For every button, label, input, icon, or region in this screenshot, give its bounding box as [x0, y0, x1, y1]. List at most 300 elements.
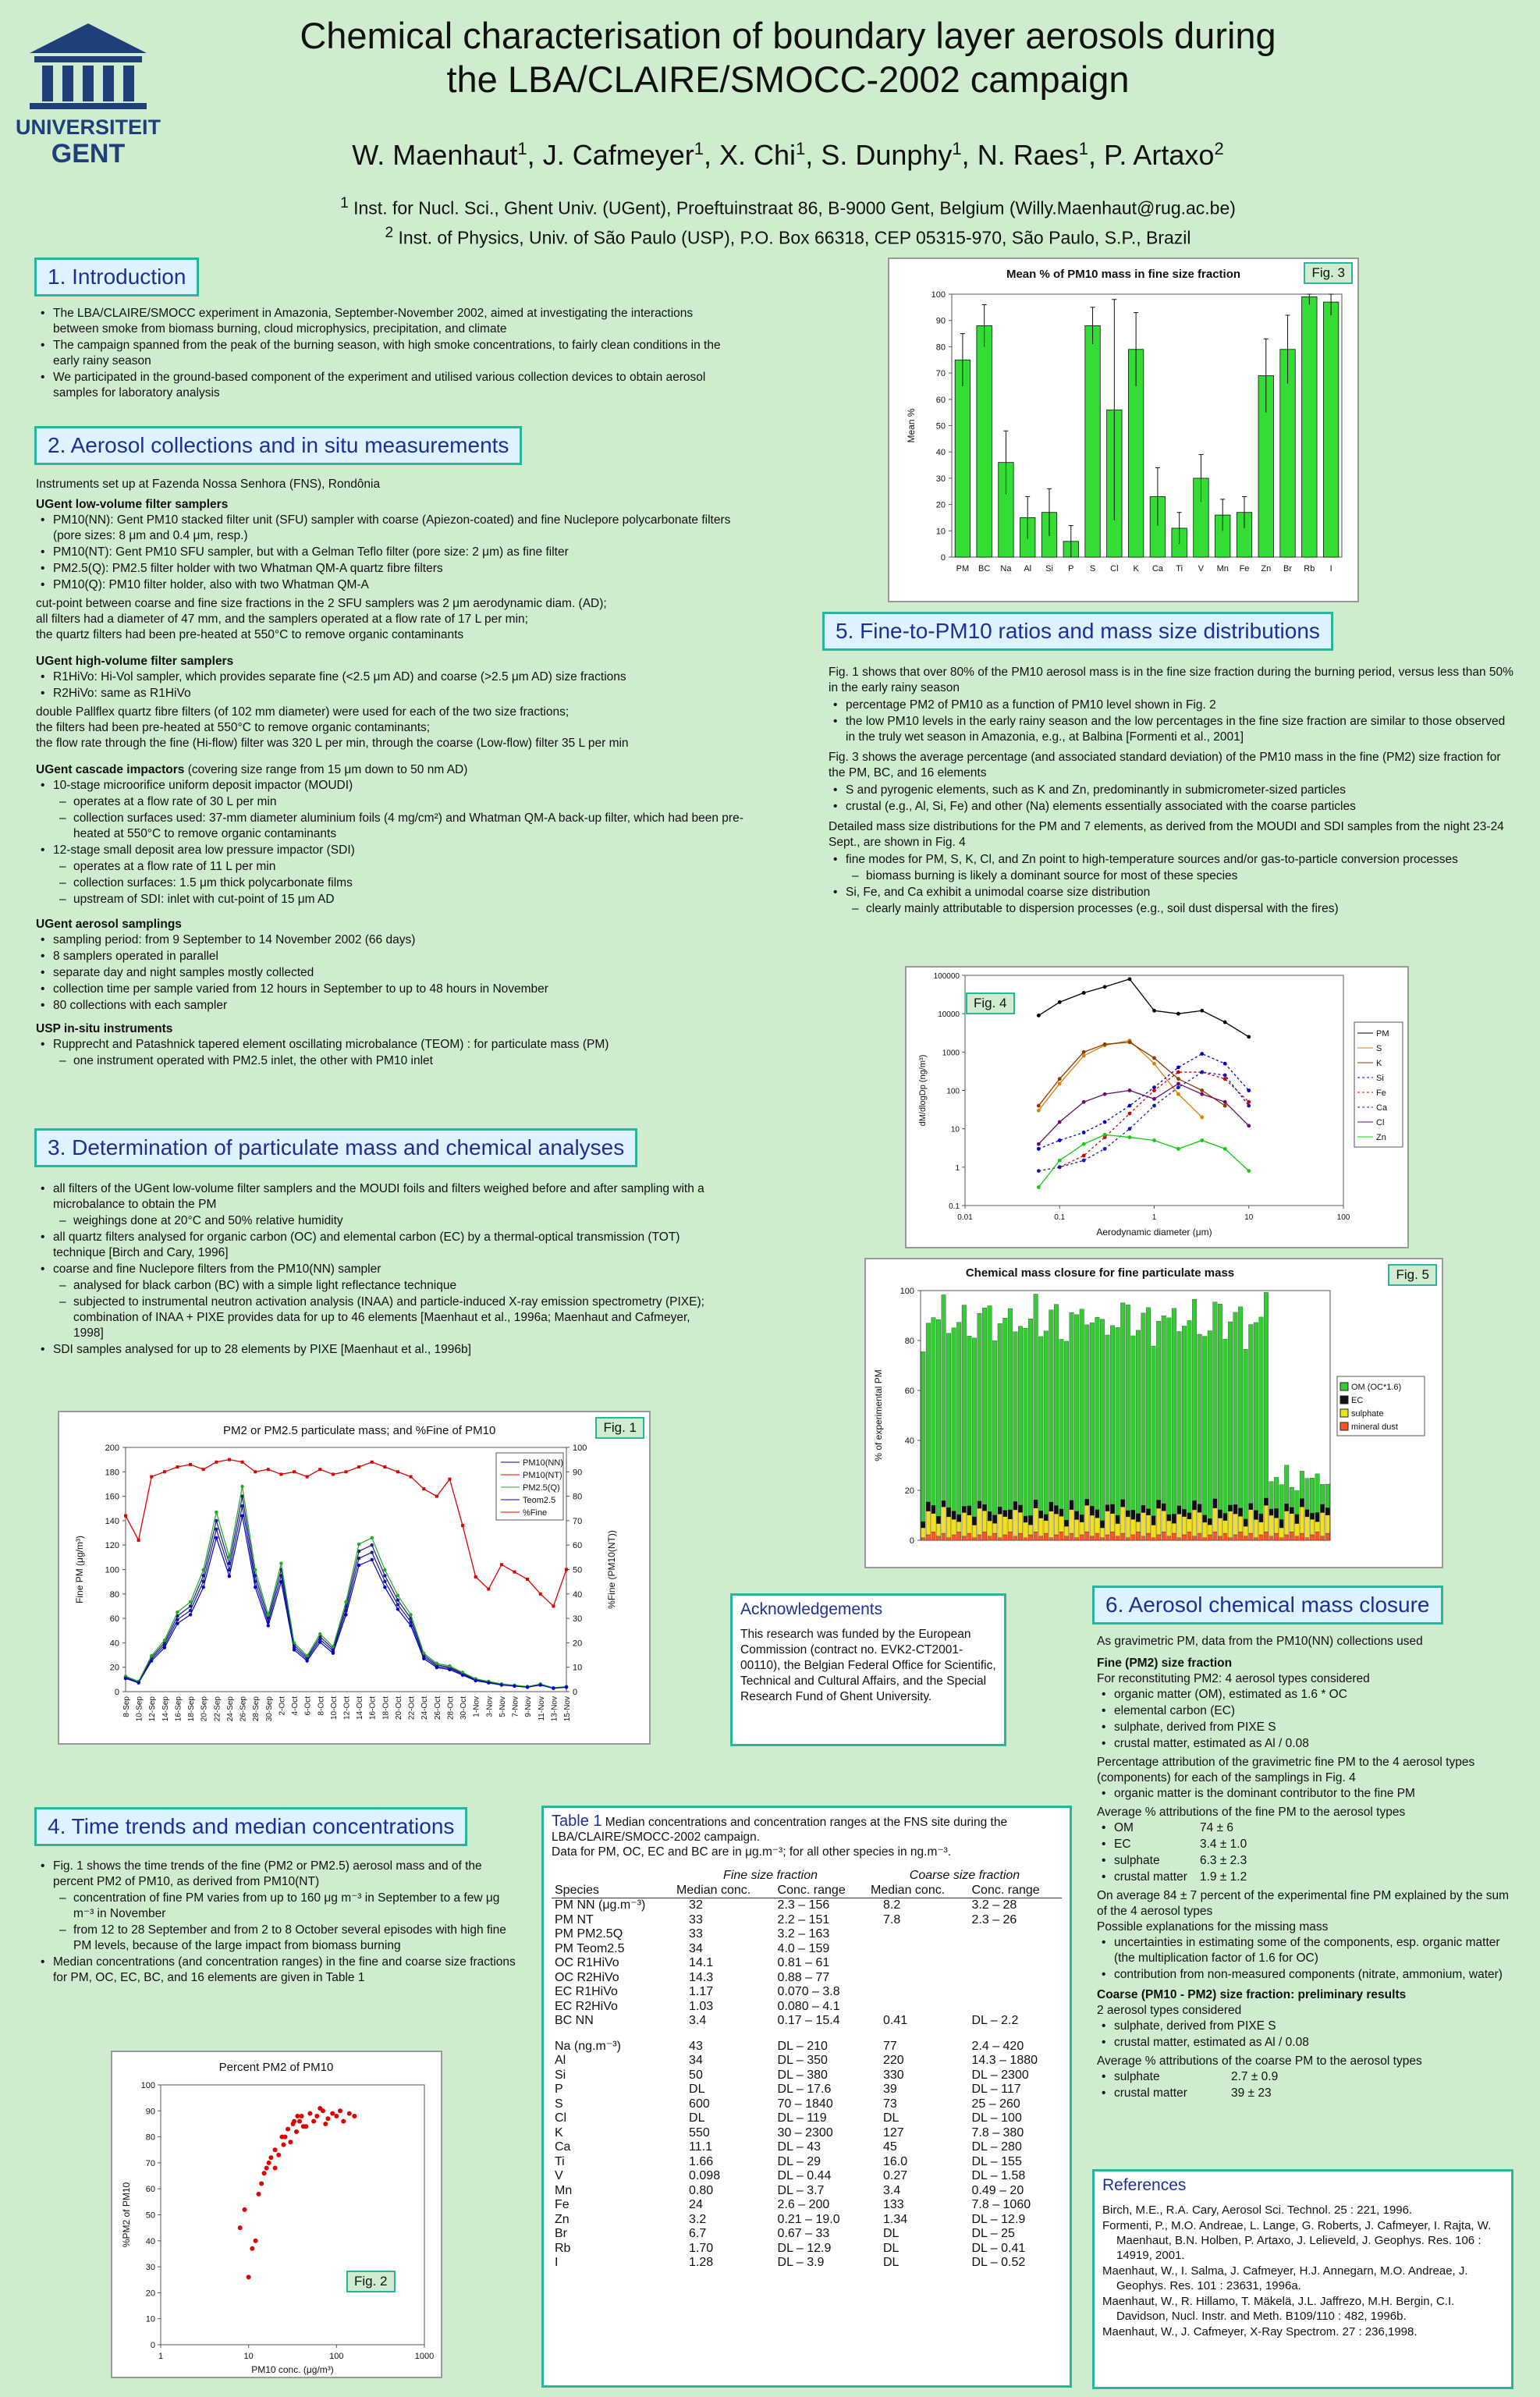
bar-segment: [1131, 1510, 1136, 1519]
table-cell: DL – 2300: [971, 2068, 1029, 2082]
table-1-caption: [552, 1814, 1062, 1859]
bar-segment: [921, 1528, 926, 1538]
bar-segment: [962, 1506, 967, 1512]
bar-segment: [1024, 1522, 1028, 1538]
bar-segment: [1202, 1337, 1207, 1515]
bar-segment: [1146, 1509, 1151, 1515]
data-point: [137, 1539, 140, 1542]
bar-segment: [1290, 1514, 1294, 1532]
section-3-heading: 3. Determination of particulate mass and chemical analyses: [34, 1128, 637, 1167]
chart-title: Mean % of PM10 mass in fine size fraction: [1006, 268, 1241, 281]
legend-label: %Fine: [523, 1508, 548, 1518]
list-item: • crustal matter 39 ± 23: [1097, 2086, 1518, 2101]
sec6-l5: Possible explanations for the missing mass: [1097, 1920, 1329, 1934]
author-affil-num: 1: [1078, 139, 1088, 158]
data-point: [1247, 1088, 1251, 1092]
table-col-header: Median conc.: [676, 1883, 751, 1897]
bar-segment: [1141, 1512, 1146, 1536]
bar-segment: [992, 1523, 997, 1533]
table-cell: 34: [689, 1941, 703, 1955]
bar-segment: [1259, 1535, 1264, 1540]
title-line1: Chemical characterisation of boundary layer aerosols during: [300, 15, 1276, 56]
ugent-logo: [14, 20, 162, 176]
bar-segment: [1284, 1465, 1289, 1504]
data-point: [396, 1470, 399, 1473]
table-row: [552, 2227, 1062, 2242]
bar-segment: [1074, 1315, 1079, 1511]
author-affil-num: 2: [1214, 139, 1224, 158]
table-cell: [868, 2000, 969, 2015]
bar-segment: [1049, 1538, 1054, 1540]
list-item: • PM10(NT): Gent PM10 SFU sampler, but with a Gelman Teflo filter (pore size: 2 μm) as fine filter: [36, 545, 761, 560]
legend-label: Cl: [1376, 1118, 1385, 1127]
x-tick-label: 8-Oct: [317, 1696, 326, 1716]
list-item: – one instrument operated with PM2.5 inlet, the other with PM10 inlet: [36, 1053, 761, 1069]
table-cell: 14.3 – 1880: [971, 2054, 1038, 2067]
x-tick-label: V: [1198, 564, 1205, 574]
data-point: [396, 1594, 399, 1597]
bar-segment: [992, 1533, 997, 1540]
list-item: • crustal matter, estimated as Al / 0.08: [1097, 1736, 1518, 1752]
bar-segment: [1085, 1505, 1090, 1532]
table-cell: 1.70: [689, 2241, 714, 2255]
bar-segment: [1018, 1505, 1023, 1512]
list-item: • Rupprecht and Patashnick tapered element oscillating microbalance (TEOM) : for particulate mass (PM): [36, 1037, 761, 1053]
y-tick-label: 20: [935, 500, 946, 510]
bar-segment: [1126, 1538, 1130, 1540]
table-cell: 24: [689, 2198, 703, 2211]
table-cell: 33: [689, 1912, 703, 1926]
bar-segment: [1028, 1319, 1033, 1515]
table-cell: 1.34: [883, 2212, 908, 2226]
data-point: [318, 1468, 321, 1471]
legend-label: S: [1376, 1044, 1382, 1053]
x-tick-label: 12-Oct: [342, 1696, 352, 1721]
table-cell: 11.1: [689, 2140, 712, 2154]
sec6-c1: 2 aerosol types considered: [1097, 2004, 1242, 2017]
lv-text-2: all filters had a diameter of 47 mm, and the samplers operated at a flow rate of 17 L per min;: [36, 613, 528, 626]
data-point: [1128, 1040, 1132, 1044]
data-point: [1082, 1131, 1086, 1135]
bar-segment: [1192, 1536, 1197, 1540]
data-point: [1152, 1009, 1156, 1013]
bar-segment: [1074, 1519, 1079, 1537]
list-item: • We participated in the ground-based component of the experiment and utilised various collection devices to obtain aerosol samples for laboratory analysis: [36, 370, 738, 401]
author-name: W. Maenhaut: [352, 139, 518, 171]
list-item: • crustal matter 1.9 ± 1.2: [1097, 1870, 1518, 1885]
data-point: [228, 1458, 231, 1461]
table-row: [552, 1927, 1062, 1942]
x-tick-label: 2-Oct: [278, 1696, 287, 1716]
data-point: [1082, 1159, 1086, 1163]
list-item: • 10-stage microorifice uniform deposit impactor (MOUDI): [36, 778, 761, 794]
bar-segment: [1120, 1303, 1125, 1500]
data-point: [332, 1645, 335, 1648]
bar-segment: [967, 1336, 972, 1506]
bar-segment: [956, 1522, 961, 1532]
data-point: [150, 1475, 153, 1479]
bar-segment: [1054, 1535, 1059, 1540]
x-tick-label: Ca: [1151, 564, 1163, 574]
bar-segment: [931, 1514, 936, 1532]
list-item: • crustal (e.g., Al, Si, Fe) and other (Na) elements essentially associated with the coarse particles: [829, 799, 1513, 815]
data-point: [347, 2111, 352, 2116]
table-row: [552, 1985, 1062, 2000]
data-point: [1058, 1159, 1062, 1163]
bar-segment: [1105, 1511, 1110, 1535]
author-affil-num: 1: [796, 139, 806, 158]
bar-segment: [1315, 1474, 1320, 1513]
bar-segment: [1198, 1334, 1202, 1504]
table-row: [552, 1971, 1062, 1986]
data-point: [435, 1662, 438, 1665]
table-cell: 2.4 – 420: [971, 2039, 1024, 2053]
table-cell: 550: [689, 2125, 710, 2140]
table-cell: DL – 3.7: [777, 2183, 825, 2197]
bar-segment: [956, 1532, 961, 1540]
bar-segment: [992, 1341, 997, 1515]
data-point: [306, 1475, 309, 1479]
bar-segment: [1080, 1515, 1084, 1522]
bar-segment: [1167, 1521, 1172, 1536]
bar-segment: [942, 1500, 946, 1507]
bar-segment: [1172, 1533, 1176, 1540]
bar-segment: [1141, 1313, 1146, 1505]
data-point: [243, 2207, 247, 2212]
bar-segment: [1172, 1514, 1176, 1523]
table-cell: 50: [689, 2068, 703, 2082]
bar-segment: [1172, 1309, 1176, 1515]
table-cell: PM PM2.5Q: [555, 1927, 623, 1941]
reference-item: Formenti, P., M.O. Andreae, L. Lange, G. Roberts, J. Cafmeyer, I. Rajta, W. Maenhaut, B.N. Holben, P. Artaxo, J. Lelieveld, J. Geophys. Res. 106 : 14919, 2001.: [1102, 2219, 1492, 2262]
table-1-caption-2: Data for PM, OC, EC and BC are in μg.m⁻³; for all other species in ng.m⁻³.: [552, 1845, 951, 1859]
bar-segment: [1213, 1532, 1218, 1540]
table-cell: DL – 12.9: [971, 2212, 1026, 2226]
data-point: [330, 2111, 335, 2116]
bar-segment: [1182, 1509, 1187, 1516]
author-affil-num: 1: [694, 139, 704, 158]
bar-segment: [1070, 1533, 1074, 1540]
table-cell: 4.0 – 159: [777, 1941, 830, 1955]
bar-segment: [1095, 1510, 1100, 1518]
bar-segment: [1213, 1499, 1218, 1508]
ci-heading: UGent cascade impactors: [36, 763, 185, 776]
data-point: [279, 1561, 282, 1564]
bar-segment: [1198, 1512, 1202, 1533]
legend-swatch: [1340, 1409, 1348, 1417]
table-cell: 3.4: [689, 2014, 707, 2027]
bar-segment: [1187, 1513, 1192, 1519]
bar-segment: [926, 1535, 931, 1540]
figure-5: [864, 1258, 1443, 1568]
data-point: [1037, 1109, 1041, 1113]
fig2-chart: [112, 2052, 441, 2377]
table-cell: 34: [689, 2054, 703, 2067]
affiliations: [179, 191, 1396, 250]
data-point: [1082, 1154, 1086, 1158]
y-tick-label: 60: [145, 2185, 155, 2195]
bar-segment: [1034, 1500, 1038, 1508]
data-point: [297, 2119, 302, 2124]
bar-segment: [988, 1306, 992, 1512]
data-point: [282, 2135, 287, 2140]
data-point: [137, 1681, 140, 1685]
y2-tick-label: 50: [573, 1565, 583, 1575]
bar-segment: [1284, 1535, 1289, 1540]
bar-segment: [1202, 1515, 1207, 1522]
bar-segment: [1090, 1536, 1095, 1540]
y-tick-label: 0: [909, 1536, 914, 1546]
table-cell: 127: [883, 2125, 904, 2140]
x-tick-label: Al: [1024, 564, 1032, 574]
list-item: • Fig. 1 shows the time trends of the fine (PM2 or PM2.5) aerosol mass and of the percent PM2 of PM10, as derived from PM10(NT): [36, 1859, 520, 1890]
data-point: [334, 2114, 339, 2118]
bar-segment: [972, 1525, 977, 1537]
list-item: – upstream of SDI: inlet with cut-point of 15 μm AD: [36, 892, 761, 907]
figure-2: [111, 2051, 442, 2378]
data-point: [1200, 1138, 1204, 1142]
x-tick-label: 30-Sep: [264, 1696, 274, 1722]
y2-axis-label: %Fine (PM10(NT)): [606, 1530, 617, 1609]
table-row: [552, 1942, 1062, 1957]
x-tick-label: 7-Nov: [511, 1696, 520, 1717]
bar-segment: [972, 1538, 977, 1540]
data-point: [1058, 1081, 1062, 1085]
bar-segment: [936, 1319, 941, 1516]
bar-segment: [1064, 1526, 1069, 1536]
section-3-body: [36, 1181, 722, 1361]
bar-segment: [1295, 1524, 1300, 1536]
figure-1: [58, 1411, 651, 1745]
data-point: [1152, 1088, 1156, 1092]
bar-segment: [1034, 1508, 1038, 1532]
data-point: [552, 1604, 555, 1607]
bar-segment: [1156, 1535, 1161, 1540]
fig5-chart: [866, 1259, 1442, 1567]
data-point: [299, 2114, 303, 2118]
bar-segment: [1192, 1299, 1197, 1500]
x-tick-label: Cl: [1110, 564, 1119, 574]
table-cell: 32: [689, 1898, 703, 1912]
list-item: • sampling period: from 9 September to 14 November 2002 (66 days): [36, 932, 761, 948]
bar-segment: [1110, 1514, 1115, 1532]
data-point: [273, 2166, 278, 2171]
data-point: [1176, 1081, 1180, 1085]
data-point: [1128, 977, 1132, 981]
data-point: [1082, 1054, 1086, 1058]
data-point: [176, 1465, 179, 1468]
table-cell: Al: [555, 2054, 566, 2067]
table-cell: [868, 1927, 969, 1942]
bar-segment: [956, 1323, 961, 1515]
bar-segment: [1054, 1305, 1059, 1506]
data-point: [500, 1563, 503, 1566]
bar: [955, 360, 970, 557]
y-tick-label: 10: [935, 527, 946, 537]
bar-segment: [946, 1507, 951, 1517]
data-point: [1037, 1104, 1041, 1108]
data-point: [513, 1571, 516, 1574]
x-tick-label: 18-Sep: [187, 1696, 197, 1722]
data-point: [282, 2143, 286, 2147]
table-cell: DL – 100: [971, 2111, 1022, 2125]
data-point: [383, 1586, 386, 1589]
bar-segment: [1131, 1535, 1136, 1540]
bar-segment: [1049, 1502, 1054, 1511]
y-tick-label: 80: [145, 2132, 155, 2143]
legend-label: Ca: [1376, 1103, 1388, 1113]
list-item: • crustal matter, estimated as Al / 0.08: [1097, 2035, 1518, 2051]
table-cell: OC R1HiVo: [555, 1956, 619, 1969]
list-item: – collection surfaces used: 37-mm diameter aluminium foils (4 mg/cm²) and Whatman QM-A back-up filter, which had been pre-heated at 550°C to remove organic contaminants: [36, 811, 761, 842]
bar-segment: [1315, 1522, 1320, 1532]
table-cell: 0.17 – 15.4: [777, 2014, 840, 2027]
x-tick-label: 26-Oct: [433, 1696, 442, 1721]
table-cell: PM NT: [555, 1912, 594, 1926]
y-tick-label: 40: [145, 2236, 155, 2246]
data-point: [474, 1679, 477, 1682]
bar-segment: [1064, 1520, 1069, 1526]
table-cell: 3.4: [883, 2183, 901, 2197]
table-cell: 0.098: [689, 2169, 721, 2182]
x-tick-label: 20-Sep: [200, 1696, 209, 1722]
bar-segment: [1116, 1536, 1120, 1540]
table-cell: PM Teom2.5: [555, 1941, 625, 1955]
data-point: [487, 1681, 490, 1685]
bar-segment: [1325, 1507, 1330, 1515]
x-tick-label: 0.1: [1054, 1213, 1066, 1222]
hv-text-2: the filters had been pre-heated at 550°C to remove organic contaminants;: [36, 721, 431, 734]
data-point: [305, 1654, 308, 1657]
data-point: [352, 2114, 357, 2118]
bar-segment: [1269, 1536, 1274, 1540]
data-point: [1200, 1088, 1204, 1092]
refs-list: [1102, 2203, 1503, 2339]
y-tick-label: 20: [145, 2289, 155, 2299]
reference-item: Birch, M.E., R.A. Cary, Aerosol Sci. Technol. 25 : 221, 1996.: [1102, 2203, 1413, 2217]
table-cell: Ti: [555, 2154, 565, 2168]
section-2-heading: 2. Aerosol collections and in situ measurements: [34, 426, 522, 465]
list-item: • 80 collections with each sampler: [36, 998, 761, 1014]
y-tick-label: 180: [105, 1468, 119, 1478]
x-tick-label: 24-Oct: [420, 1696, 430, 1721]
table-cell: 70 – 1840: [777, 2097, 833, 2111]
bar-segment: [1228, 1505, 1233, 1511]
bar-segment: [1325, 1515, 1330, 1533]
y-tick-label: 0: [114, 1688, 119, 1697]
bar-segment: [1110, 1504, 1115, 1514]
table-cell: 33: [689, 1927, 703, 1941]
bar-segment: [1070, 1312, 1074, 1500]
table-cell: 0.49 – 20: [971, 2183, 1024, 2197]
data-point: [1176, 1012, 1180, 1016]
bar-segment: [1136, 1532, 1141, 1540]
bar-segment: [1126, 1511, 1130, 1517]
data-point: [293, 1470, 296, 1473]
x-tick-label: Zn: [1261, 564, 1272, 574]
table-1-label: Table 1: [552, 1813, 602, 1830]
bar-segment: [1295, 1515, 1300, 1524]
bar-segment: [1008, 1519, 1013, 1532]
data-point: [344, 1600, 347, 1603]
bar-segment: [1064, 1536, 1069, 1540]
bar-segment: [962, 1536, 967, 1540]
bar-segment: [936, 1516, 941, 1523]
data-point: [189, 1600, 192, 1603]
data-point: [241, 1461, 244, 1464]
table-row: [552, 2184, 1062, 2199]
author-name: P. Artaxo: [1104, 139, 1215, 171]
data-point: [410, 1475, 413, 1479]
y-tick-label: 60: [935, 395, 946, 405]
section-6-heading: 6. Aerosol chemical mass closure: [1092, 1586, 1443, 1625]
bar-segment: [1208, 1331, 1212, 1519]
data-point: [461, 1674, 464, 1677]
list-item: • Si, Fe, and Ca exhibit a unimodal coarse size distribution: [829, 885, 1513, 900]
bar-segment: [988, 1536, 992, 1540]
list-item: • The campaign spanned from the peak of the burning season, with high smoke concentrations, to fairly clean conditions in the early rainy season: [36, 338, 738, 369]
y-tick-label: 10: [950, 1125, 960, 1135]
bar-segment: [1059, 1516, 1064, 1532]
bar-segment: [921, 1522, 926, 1528]
table-row: [552, 2111, 1062, 2126]
bar-segment: [1249, 1533, 1254, 1540]
table-cell: 6.7: [689, 2227, 707, 2240]
legend-label: EC: [1351, 1396, 1364, 1405]
logo-line2: GENT: [51, 139, 126, 169]
bar-segment: [946, 1517, 951, 1538]
table-col-header: Median conc.: [871, 1883, 946, 1897]
y-tick-label: 0.1: [949, 1202, 960, 1211]
bar-segment: [1136, 1522, 1141, 1532]
x-tick-label: Mn: [1216, 564, 1229, 574]
data-point: [1176, 1065, 1180, 1069]
legend-label: Teom2.5: [523, 1496, 556, 1505]
data-point: [124, 1515, 127, 1518]
section-1-body: [36, 306, 738, 404]
data-point: [254, 1568, 257, 1571]
data-point: [163, 1646, 166, 1649]
author-affil-num: 1: [952, 139, 962, 158]
fig3-chart: [889, 259, 1357, 601]
bar-segment: [1259, 1522, 1264, 1535]
table-col-header: Conc. range: [777, 1883, 846, 1897]
bar-segment: [1141, 1536, 1146, 1540]
table-cell: DL – 350: [777, 2054, 828, 2067]
bar-segment: [1090, 1506, 1095, 1515]
fig1-tag: Fig. 1: [595, 1417, 644, 1439]
data-point: [383, 1580, 386, 1583]
bar: [1323, 302, 1338, 557]
data-point: [422, 1657, 425, 1660]
bar-segment: [1110, 1326, 1115, 1504]
data-point: [338, 2108, 342, 2113]
bar-segment: [1024, 1516, 1028, 1522]
bar-segment: [1177, 1514, 1182, 1537]
data-point: [565, 1568, 568, 1571]
data-point: [371, 1550, 374, 1554]
bar-segment: [1320, 1536, 1325, 1540]
legend-label: Si: [1376, 1074, 1384, 1083]
bar-segment: [1167, 1536, 1172, 1540]
bar-segment: [1279, 1538, 1284, 1540]
list-item: • fine modes for PM, S, K, Cl, and Zn point to high-temperature sources and/or gas-to-particle conversion processes: [829, 852, 1513, 868]
y-tick-label: 120: [105, 1541, 119, 1551]
table-cell: EC R2HiVo: [555, 1999, 618, 2013]
as-heading: UGent aerosol samplings: [36, 918, 182, 931]
list-item: • 8 samplers operated in parallel: [36, 949, 761, 964]
sec6-l2: Percentage attribution of the gravimetric fine PM to the 4 aerosol types (components) for each of the samplings in Fig. 4: [1097, 1756, 1475, 1784]
